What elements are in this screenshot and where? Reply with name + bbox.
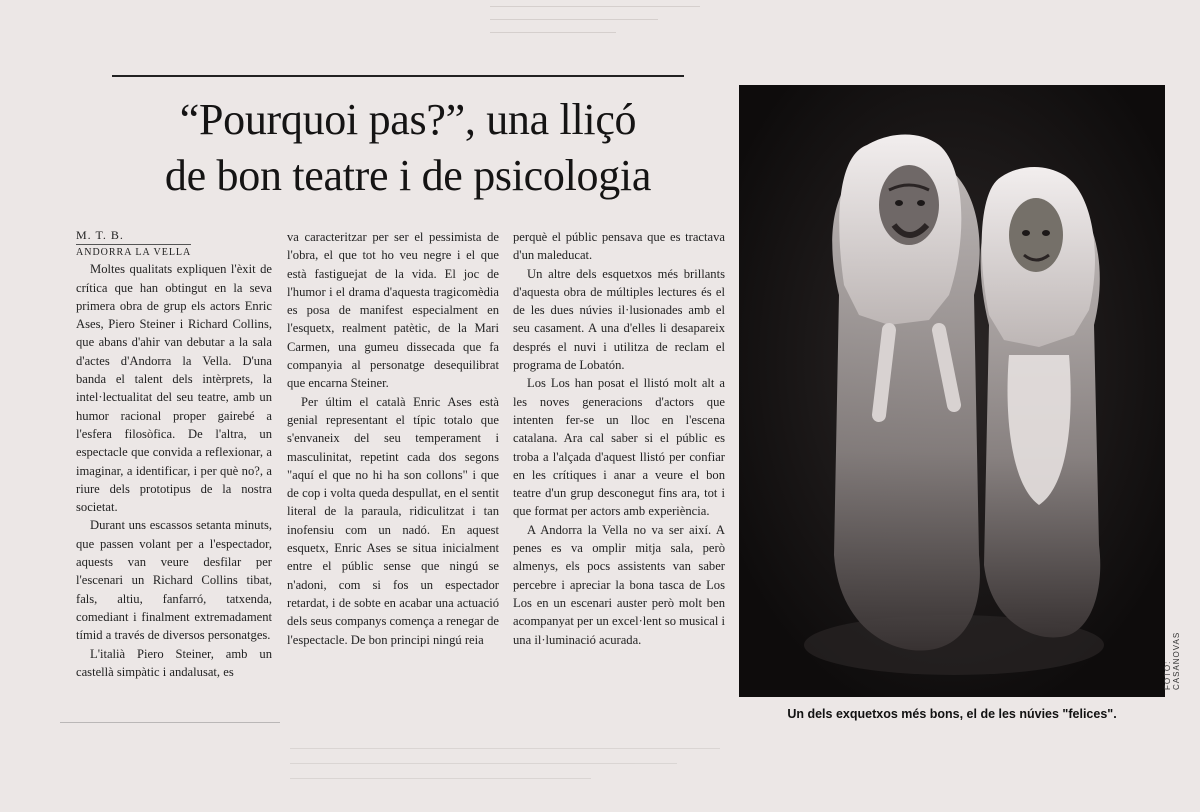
column-2-paragraph: Per últim el català Enric Ases està genial representant el típic totalo que s'envaneix del seu temperament i masculinitat, repetint cada dos segons "aquí el que no hi ha son collons" i que de cop i volta queda despullat, en el sentit literal de la paraula, ridiculitzat i tan inofensiu com un nadó. En aquest esquetx, Enric Ases se situa inicialment entre el públic sense que ningú se n'adoni, com si fos un espectador retardat, i de sobte en acabar una actuació dels seus companys comença a renegar de l'espectacle. De bon principi ningú reia (287, 394, 499, 647)
headline-line-1: “Pourquoi pas?”, una lliçó (179, 95, 637, 144)
photo-credit: FOTO: CASANOVAS (1163, 631, 1181, 690)
right-bride-figure (981, 167, 1101, 638)
article-photo (739, 85, 1165, 697)
column-1-paragraph: L'italià Piero Steiner, amb un castellà simpàtic i andalusat, es (76, 646, 272, 679)
column-3-paragraph: Un altre dels esquetxos més brillants d'aquesta obra de múltiples lectures és el de les dues núvies il·lusionades amb el seu casament. A una d'elles li desapareix després el nuvi i utilitza de reclam el programa de Lobatón. (513, 266, 725, 373)
byline: M. T. B. (76, 228, 124, 242)
article-column-1 (76, 228, 272, 681)
headline-line-2: de bon teatre i de psicologia (164, 151, 652, 200)
article-column-2 (287, 228, 499, 649)
bleed-through-text-bottom (290, 740, 720, 800)
column-3-paragraph: perquè el públic pensava que es tractava d'un maleducat. (513, 230, 725, 263)
headline-top-rule (112, 75, 684, 77)
column-2-paragraph: va caracteritzar per ser el pessimista de l'obra, el que tot ho veu negre i el que està fastiguejat de la vida. El joc de l'humor i el drama d'aquesta tragicomèdia es posa de manifest especialment en l'esquetx, realment patètic, de la Mari Carmen, una gumeu dissecada que fa companyia al personatge desequilibrat que encarna Steiner. (287, 230, 499, 391)
headline (88, 92, 728, 204)
column-1-paragraph: Durant uns escassos setanta minuts, que passen volant per a l'espectador, aquests van veure desfilar per l'escenari un Richard Collins tibat, fals, altiu, fanfarró, tatxenda, comediant i finalment extremadament tímid a través de diversos personatges. (76, 518, 272, 643)
bleed-through-text-top (490, 0, 700, 60)
left-bride-figure (832, 134, 980, 650)
dateline: ANDORRA LA VELLA (76, 244, 191, 260)
bleed-through-rule-bottom (60, 722, 280, 723)
article-column-3 (513, 228, 725, 649)
photo-caption: Un dels exquetxos més bons, el de les núvies "felices". (787, 707, 1117, 721)
column-3-paragraph: Los Los han posat el llistó molt alt a les noves generacions d'actors que intenten fer-se un lloc en l'escena catalana. Ara cal saber si el públic es troba a l'alçada d'aquest llistó per confiar en les crítiques i anar a veure el bon teatre d'un grup desconegut fins ara, tot i que format per actors amb experiència. (513, 376, 725, 519)
photo-two-brides-illustration (739, 85, 1165, 697)
column-1-paragraph: Moltes qualitats expliquen l'èxit de crítica que han obtingut en la seva primera obra de grup els actors Enric Ases, Piero Steiner i Richard Collins, que abans d'ahir van debutar a la sala d'actes d'Andorra la Vella. D'una banda el talent dels intèrprets, la intel·lectualitat del seu teatre, amb un humor racional proper gairebé a l'esfera filosòfica. De l'altra, un espectacle que convida a reflexionar, a imaginar, a identificar, i per què no?, a riure dels prototipus de la nostra societat. (76, 262, 272, 515)
column-3-paragraph: A Andorra la Vella no va ser així. A penes es va omplir mitja sala, però almenys, els pocs assistents van saber percebre i apreciar la bona tasca de Los Los en un escenari auster però molt ben acompanyat per un excel·lent so musical i una il·luminació acurada. (513, 522, 725, 647)
